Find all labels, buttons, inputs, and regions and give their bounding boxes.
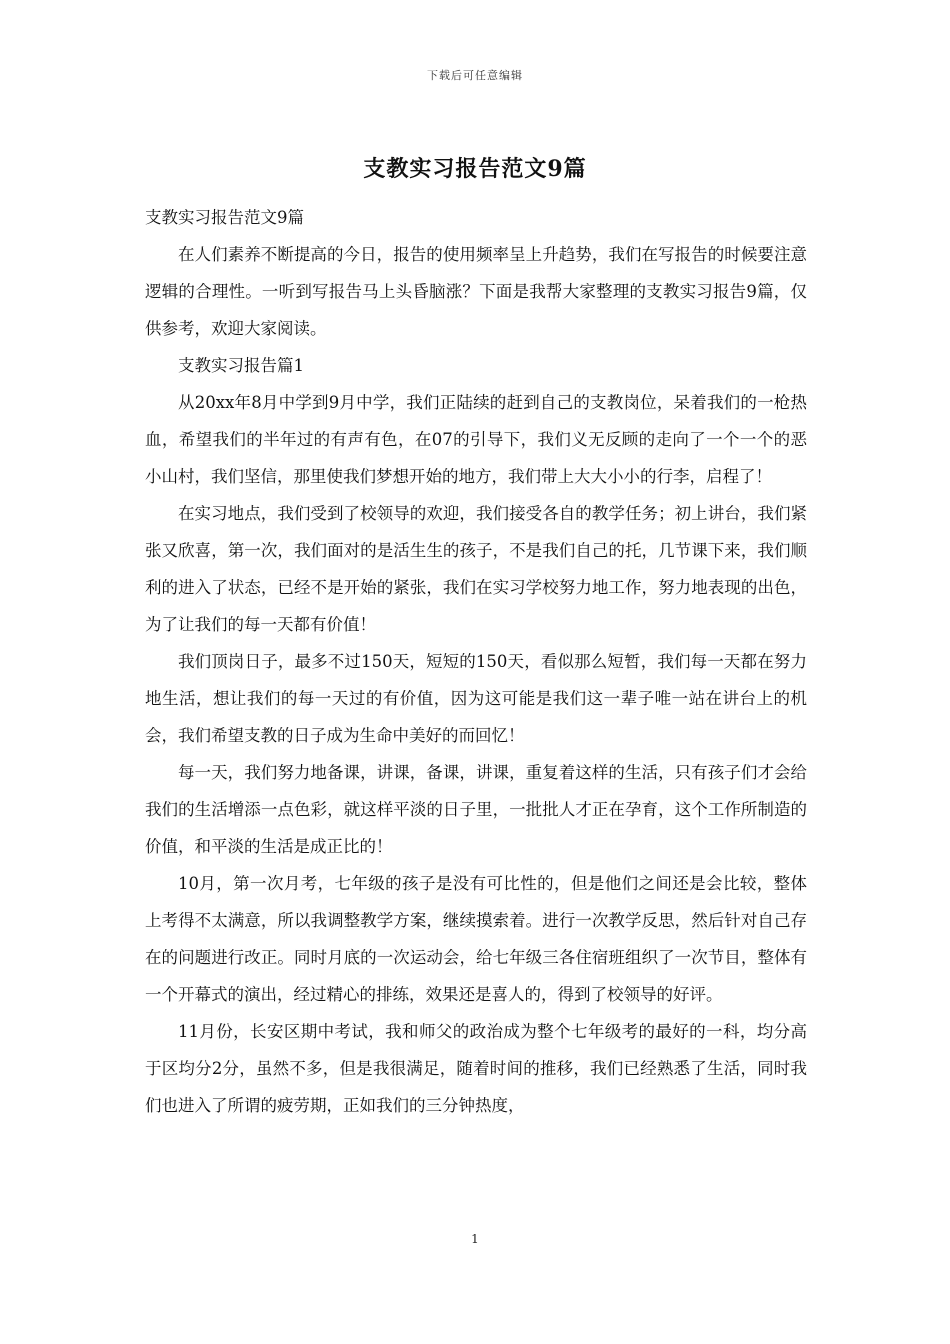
header-note: 下载后可任意编辑 (427, 69, 523, 82)
paragraph: 每一天，我们努力地备课，讲课，备课，讲课，重复着这样的生活，只有孩子们才会给我们的生活增添一点色彩，就这样平淡的日子里，一批批人才正在孕育，这个工作所制造的价值，和平淡的生活是成正比的！ (145, 763, 807, 856)
paragraph: 从20xx年8月中学到9月中学，我们正陆续的赶到自己的支教岗位，呆着我们的一枪热血，希望我们的半年过的有声有色，在07的引导下，我们义无反顾的走向了一个一个的恶小山村，我们坚信，那里使我们梦想开始的地方，我们带上大大小小的行李，启程了！ (145, 393, 807, 486)
section-heading: 支教实习报告篇1 (178, 356, 304, 375)
document-subtitle: 支教实习报告范文9篇 (145, 208, 304, 227)
document-title: 支教实习报告范文9篇 (363, 156, 587, 182)
paragraph-intro: 在人们素养不断提高的今日，报告的使用频率呈上升趋势，我们在写报告的时候要注意逻辑的合理性。一听到写报告马上头昏脑涨？下面是我帮大家整理的支教实习报告9篇，仅供参考，欢迎大家阅读。 (145, 245, 807, 338)
document-body (145, 199, 807, 1124)
paragraph: 在实习地点，我们受到了校领导的欢迎，我们接受各自的教学任务；初上讲台，我们紧张又欣喜，第一次，我们面对的是活生生的孩子，不是我们自己的托，几节课下来，我们顺利的进入了状态，已经不是开始的紧张，我们在实习学校努力地工作，努力地表现的出色，为了让我们的每一天都有价值！ (145, 504, 807, 634)
paragraph: 我们顶岗日子，最多不过150天，短短的150天，看似那么短暂，我们每一天都在努力地生活，想让我们的每一天过的有价值，因为这可能是我们这一辈子唯一站在讲台上的机会，我们希望支教的日子成为生命中美好的而回忆！ (145, 652, 807, 745)
paragraph: 11月份，长安区期中考试，我和师父的政治成为整个七年级考的最好的一科，均分高于区均分2分，虽然不多，但是我很满足，随着时间的推移，我们已经熟悉了生活，同时我们也进入了所谓的疲劳期，正如我们的三分钟热度， (145, 1022, 807, 1115)
paragraph: 10月，第一次月考，七年级的孩子是没有可比性的，但是他们之间还是会比较，整体上考得不太满意，所以我调整教学方案，继续摸索着。进行一次教学反思，然后针对自己存在的问题进行改正。同时月底的一次运动会，给七年级三各住宿班组织了一次节目，整体有一个开幕式的演出，经过精心的排练，效果还是喜人的，得到了校领导的好评。 (145, 874, 807, 1004)
page-number: 1 (471, 1232, 479, 1246)
